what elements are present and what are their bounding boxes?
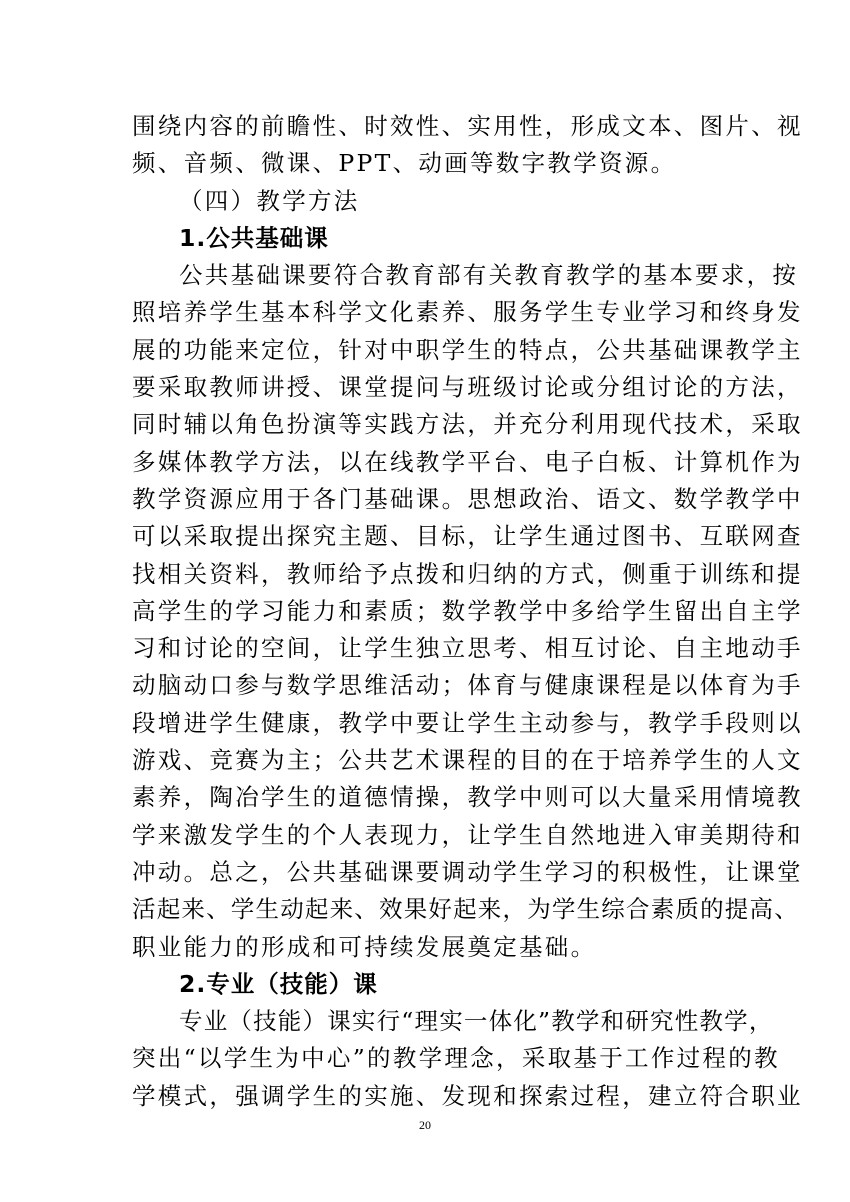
paragraph-line: 习和讨论的空间，让学生独立思考、相互讨论、自主地动手 xyxy=(132,634,803,663)
paragraph-line: 展的功能来定位，针对中职学生的特点，公共基础课教学主 xyxy=(132,335,803,364)
paragraph-line: 照培养学生基本科学文化素养、服务学生专业学习和终身发 xyxy=(132,298,803,327)
paragraph-line: 要采取教师讲授、课堂提问与班级讨论或分组讨论的方法， xyxy=(132,373,803,402)
paragraph-line: 冲动。总之，公共基础课要调动学生学习的积极性，让课堂 xyxy=(132,857,803,886)
paragraph-line: 活起来、学生动起来、效果好起来，为学生综合素质的提高、 xyxy=(132,895,799,924)
heading-professional-course: 2.专业（技能）课 xyxy=(179,969,378,998)
paragraph-line: 动脑动口参与数学思维活动；体育与健康课程是以体育为手 xyxy=(132,671,803,700)
paragraph-line: 高学生的学习能力和素质；数学教学中多给学生留出自主学 xyxy=(132,596,803,625)
paragraph-line: 专业（技能）课实行“理实一体化”教学和研究性教学， xyxy=(179,1007,774,1036)
paragraph-line: 公共基础课要符合教育部有关教育教学的基本要求，按 xyxy=(179,261,799,290)
paragraph-line: 素养，陶冶学生的道德情操，教学中则可以大量采用情境教 xyxy=(132,783,803,812)
paragraph-line: 学模式，强调学生的实施、发现和探索过程，建立符合职业 xyxy=(132,1081,803,1110)
paragraph-line: 职业能力的形成和可持续发展奠定基础。 xyxy=(132,932,597,961)
page-number: 20 xyxy=(419,1118,431,1132)
paragraph-line: 同时辅以角色扮演等实践方法，并充分利用现代技术，采取 xyxy=(132,410,803,439)
paragraph-line: 游戏、竞赛为主；公共艺术课程的目的在于培养学生的人文 xyxy=(132,746,803,775)
paragraph-line: 段增进学生健康，教学中要让学生主动参与，教学手段则以 xyxy=(132,708,803,737)
paragraph-line: 围绕内容的前瞻性、时效性、实用性，形成文本、图片、视 xyxy=(132,112,803,140)
paragraph-line: 频、音频、微课、PPT、动画等数字教学资源。 xyxy=(132,149,677,178)
paragraph-line: 多媒体教学方法，以在线教学平台、电子白板、计算机作为 xyxy=(132,447,803,476)
paragraph-line: 可以采取提出探究主题、目标，让学生通过图书、互联网查 xyxy=(132,522,803,551)
paragraph-line: 找相关资料，教师给予点拨和归纳的方式，侧重于训练和提 xyxy=(132,559,803,588)
heading-public-course: 1.公共基础课 xyxy=(179,223,329,252)
document-page xyxy=(132,108,803,1115)
paragraph-line: 教学资源应用于各门基础课。思想政治、语文、数学教学中 xyxy=(132,484,803,513)
section-title: （四）教学方法 xyxy=(179,186,360,215)
paragraph-line: 突出“以学生为中心”的教学理念，采取基于工作过程的教 xyxy=(132,1044,780,1073)
paragraph-line: 学来激发学生的个人表现力，让学生自然地进入审美期待和 xyxy=(132,820,803,849)
